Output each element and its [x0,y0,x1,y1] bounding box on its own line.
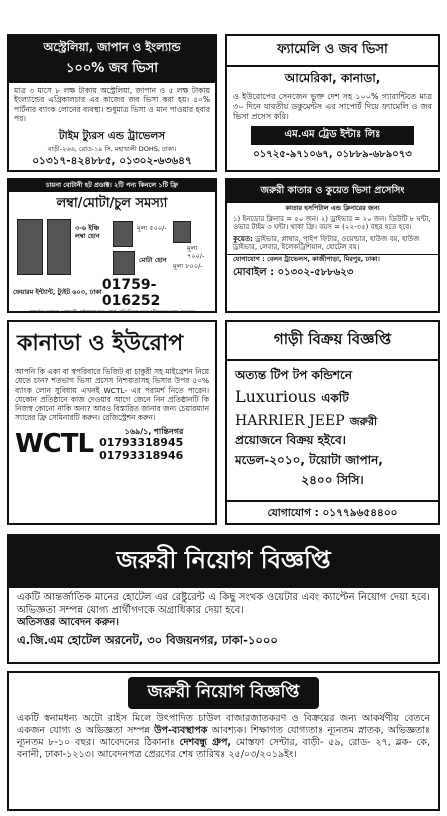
ad7-body: একটি আন্তর্জাতিক মানের হোটেল এর রেষ্টুরেন্ট এ কিছু সংখক ওয়েটার এবং ক্যাপ্টেন নিয়োগ দেয়া হবে। অভিজ্ঞতা সম্পন্ন যোগ্য প্রার্থীগণকে অগ্রাধিকার দেয়া হবে। [17,592,430,616]
ad1-phones: ০১৩১৭-৪২৪৮৮৫, ০১৩০২-৬৩৬৪৭ [32,155,192,168]
ad3-price-3: মূল্য ৮০০/- [173,261,203,270]
ad4-body: ১) ইনডোর ক্লিনার = ৫০ জন। ২) ড্রাইভার = ২০ জন। ডিউটি ৮ ঘন্টা, ওভার টাইম ৩ ঘন্টা। থাকা ফ্রি। বয়স = (২২-৩৫) বছর হতে হবে। [233,214,431,232]
ad5-contact [99,427,209,463]
ad-rice-mill-recruitment [7,671,440,811]
ad-hotel-recruitment [7,534,440,664]
ad3-product-area [13,217,211,277]
ad3-tag-weight: মোটা হোন [139,255,167,264]
ad3-topline: চায়না বোটানী হট প্রডাক্ট। ২টি পন্য কিনলে ১টি ফ্রি [9,180,215,192]
ad7-address: এ.জি.এম হোটেল অরনেট, ৩০ বিজয়নগর, ঢাকা-১০০০ [17,632,278,647]
ad8-body3: মোস্তফা সেন্টার, বাড়ী- ৫৯, রোড- ২৭, ব্লক- কে, বনানী, ঢাকা-১২১৩। আবেদনপত্র প্রেরণের শেষ তারিখঃ ২৫/০৩/২০১৯ইং। [17,736,430,760]
ad4-mobile: মোবাইল : ০১৩০২-৫৮৮৬২৩ [233,267,354,279]
ad6-line3a: HARRIER JEEP [235,413,345,429]
ad5-contact-row [9,425,215,465]
ad1-address: বাড়ী-২৬৬, রোড-১৯ সি, মহাখালী DOHS, ঢাকা। [47,144,177,153]
product-photo [173,221,191,243]
ad6-line3 [227,410,438,432]
ad-qatar-kuwait-visa [225,178,440,313]
person-photo [47,219,71,275]
ad6-line2a: Luxurious [235,387,317,406]
ad-australia-japan-england [7,34,217,172]
ad5-logo: WCTL [15,429,94,460]
ad6-contact: যোগাযোগ : ০১৭৭৯৬৫৪৪০০ [227,500,438,523]
ad3-title: লম্বা/মোটা/চুল সমস্যা [56,195,168,211]
ad1-body: মাত্র ৩ মাসে ৮ লক্ষ টাকায় অস্ট্রেলিয়া, জাপান ও ৫ লক্ষ টাকায় ইংল্যান্ডের এগ্রিকালচার এর কাজের জব ভিসা করা হয়। ৫০% পার্টনার ব্যাংক লোনের ব্যবস্থা। শুধুমাত্র ভিসা ও মান পাওয়ার হবার পর। [14,86,210,124]
ad2-title: ফ্যামেলি ও জব ভিসা [227,36,438,67]
ad6-line6: ২৪০০ সিসি। [301,473,364,487]
ad2-body: ও ইউরোপের সেনজেন ভুক্ত দেশ সহ ১০০% গ্যারান্টিতে মাত্র ৩০ দিনে যাবতীয় ডকুমেন্টস এর সাপোর্ট দিয়ে ফ্যামেলি ও জব ভিসা প্রসেস করি। [233,92,432,121]
ad5-title: কানাডা ও ইউরোপ [17,331,184,356]
ad8-title-wrap [9,673,438,711]
ad3-brand: ফেয়ারম ইন্ট্যান্ট, ট্যুইট ৬০৩, ঢাকা [13,287,102,296]
ad6-line2 [227,387,438,410]
ad8-company: দেশবন্ধু গ্রুপ, [179,736,232,748]
ad-car-sale [225,320,440,525]
ad8-body [9,711,438,763]
ad3-tag-height: ৩-৬ ইঞ্চি লম্বা হোন [75,223,100,240]
ad2-phones: ০১৭২৫-৯৭১০৬৭, ০১৮৮৯-৬৮৯০৭৩ [253,149,412,160]
ad6-line3b: জরুরী [349,415,378,428]
ad4-address: যোগাযোগ : বেলন ট্রাভেলস, কাজীপাড়া, মিরপুর, ঢাকা। [227,254,438,265]
ad2-company: এম.এম ট্রেড ইন্টাঃ লিঃ [251,126,414,145]
ad7-title: জরুরী নিয়োগ বিজ্ঞপ্তি [9,536,438,588]
ad5-address: ১৬৯/১, শান্তিনগর [124,426,184,436]
ad4-kuwait-body: ড্রাইভার, প্লাম্বার, পাইপ ফিটার, ওয়েল্ডার, হাউজ বয়, হাউজ ড্রাইভার, লেবার, ইলেকট্রিশিয়ান, হোটেল বয়। [233,234,420,251]
ad-family-job-visa [225,34,440,172]
ad5-body: আপনি কি একা বা স্বপরিবারে ভিজিট বা চাকুরী সহ মাইগ্রেশন নিয়ে যেতে চান? শতভাগ ভিসা প্রসেস নিশ্চয়তাসহ ভিসার উপর ৫০% ব্যাংক লোন সুবিধায় এখনই WCTL- এর পরামর্শ নিতে পারেন। যেকোন প্রতিষ্ঠানে কাজ দেওয়ার আগে জেনে নিন প্রতিষ্ঠানটি কি নিজস্ব কোনো নাকি অন্য? আরও বিস্তারিত জানার জন্য চেয়ারম্যান স্যারের ফ্রি সেমিনারটি করুন। রেজিস্ট্রেশন করুন। [15,367,209,423]
ad4-sub: কাতার হসপিটাল এন্ড ক্লিনারের জন্য [285,204,380,212]
ad6-line2b: একটি [321,391,349,405]
ad5-phone2: 01793318946 [99,449,184,463]
ad1-company: টাইম ট্যুরস এন্ড ট্রাভেলস [58,129,166,142]
ad5-phone1: 01793318945 [99,436,184,450]
ad-height-weight-hair [7,178,217,313]
ad4-kuwait-label: কুয়েত: [233,234,253,243]
ad3-phone: 01759-016252 [101,276,161,309]
ad4-kuwait [227,234,438,253]
ad6-line4: প্রয়োজনে বিক্রয় হইবে। [235,433,346,447]
ad1-subtitle: ১০০% জব ভিসা [9,59,215,83]
ad8-post: উপ-ব্যবস্থাপক [154,724,208,736]
person-photo [113,251,135,275]
ad3-price-2: মূল্য ৭০০/- [187,243,205,260]
ad7-urgent: অতিসত্তর আবেদন করুন। [17,617,119,628]
ad-canada-europe [7,320,217,525]
ad6-line5: মডেল-২০১০, টয়োটা জাপান, [235,453,383,467]
ad1-title: অস্ট্রেলিয়া, জাপান ও ইংল্যান্ড [9,36,215,59]
ad8-body1: একটি স্বনামধন্য অটো রাইস মিলে উৎপাদিত চাউল বাজারজাতকরণ ও বিক্রয়ের জন্য আকর্ষণীয় বেতনে একজন যোগ্য ও অভিজ্ঞতা সম্পন্ন [17,713,430,736]
ad3-price-1: মূল্য ৫০০/- [137,223,167,232]
ad8-body2: আবশ্যক। শিক্ষাগত যোগ্যতাঃ ন্যূনতম স্নাতক, অভিজ্ঞতাঃ ন্যূনতম ৮-১০ বছর। আবেদনের ঠিকানাঃ [17,724,430,748]
ad8-title: জরুরী নিয়োগ বিজ্ঞপ্তি [128,677,320,709]
ad3-footer: পার্সেল যোগে প্রোডাক্ট পাঠানো হয়। পার্শ প্রতিক্রিয়া মুক্ত (বিফলে মূল্য ফেরত) [28,309,196,313]
ad4-title: জরুরী কাতার ও কুয়েত ভিসা প্রসেসিং [227,180,438,203]
ad6-line1: অত্যন্ত টিপ টপ কন্ডিশনে [235,368,352,382]
product-photo [113,221,133,247]
ad6-title: গাড়ী বিক্রয় বিজ্ঞপ্তি [227,322,438,361]
person-photo [17,219,43,275]
ad3-contact-row [9,277,215,309]
ad2-line1: আমেরিকা, কানাডা, [284,71,381,85]
